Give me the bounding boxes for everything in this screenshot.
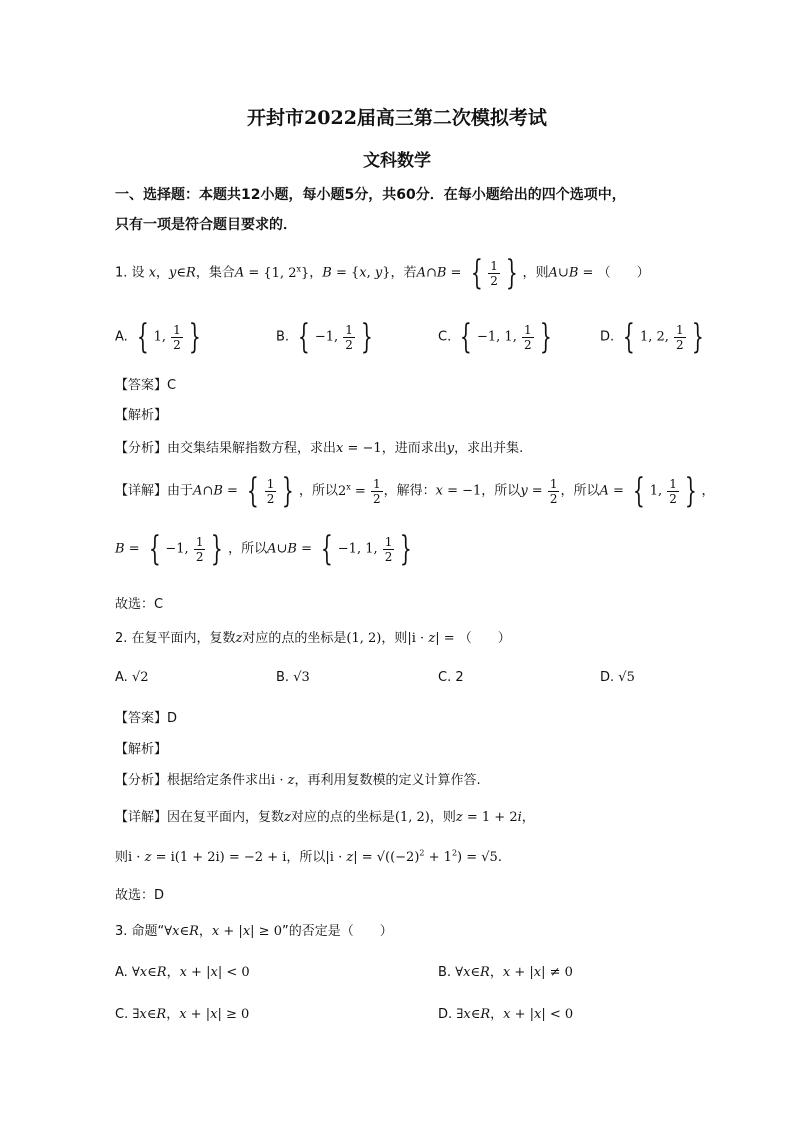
question-1-answer: 【答案】C: [115, 378, 177, 393]
question-2-stem: 2. 在复平面内，复数z对应的点的坐标是(1, 2)，则|i · z| = （ ）: [115, 631, 511, 646]
question-1-stem: 1. 设 x，y∈R，集合A = {1, 2$^x$}，B = {x, y}，若A∩B = { $\frac{1}{2}$ } ，则A∪B = （ ）: [115, 253, 650, 293]
question-2-detail-line2: 则i · z = i(1 + 2i) = −2 + i，所以$|i \cdot z| = √((-2)^2 + 1^2) = √5$.: [115, 848, 502, 865]
question-3-option-c: C. ∃x∈R，x + |x| ≥ 0: [115, 1007, 250, 1022]
question-1-option-a: A. { 1, $\frac{1}{2}$ }: [115, 317, 201, 357]
question-2-analysis-label: 【解析】: [115, 742, 168, 757]
question-3-option-a: A. ∀x∈R，x + |x| < 0: [115, 965, 250, 980]
question-1-option-d: D. { 1, 2, $\frac{1}{2}$ }: [600, 317, 704, 357]
question-1-detail-line1: 【详解】由于A∩B = { $\frac{1}{2}$ } ，所以$2^x$ = $\frac{1}{2}$ ，解得：x = −1，所以y = $\frac{1}{2}$ ，所以A = { 1, $\frac{1}{2}$ } ，: [115, 471, 715, 511]
question-2-option-c: C. 2: [438, 670, 464, 685]
question-2-option-a: A. √2: [115, 670, 149, 685]
question-1-analysis-label: 【解析】: [115, 408, 168, 423]
question-1-fenxi: 【分析】由交集结果解指数方程，求出x = −1，进而求出y，求出并集.: [115, 441, 524, 456]
question-1-final: 故选：C: [115, 597, 164, 612]
question-1-option-c: C. { −1, 1, $\frac{1}{2}$ }: [438, 317, 552, 357]
question-2-final: 故选：D: [115, 888, 165, 903]
question-2-detail-line1: 【详解】因在复平面内，复数z对应的点的坐标是(1, 2)，则z = 1 + 2i，: [115, 810, 535, 825]
question-2-option-b: B. √3: [276, 670, 310, 685]
question-3-option-d: D. ∃x∈R，x + |x| < 0: [438, 1007, 574, 1022]
question-2-option-d: D. √5: [600, 670, 635, 685]
page-subtitle: 文科数学: [363, 151, 431, 171]
section-heading-line2: 只有一项是符合题目要求的．: [115, 217, 297, 233]
question-3-stem: 3. 命题“∀x∈R，x + |x| ≥ 0”的否定是（ ）: [115, 924, 393, 939]
section-heading-line1: 一、选择题：本题共12小题，每小题5分，共60分．在每小题给出的四个选项中，: [115, 187, 626, 203]
question-3-option-b: B. ∀x∈R，x + |x| ≠ 0: [438, 965, 573, 980]
question-1-option-b: B. { −1, $\frac{1}{2}$ }: [276, 317, 373, 357]
page-title: 开封市2022届高三第二次模拟考试: [247, 107, 547, 129]
question-2-answer: 【答案】D: [115, 711, 178, 726]
question-2-fenxi: 【分析】根据给定条件求出i · z，再利用复数模的定义计算作答.: [115, 773, 481, 788]
question-1-detail-line2: B = { −1, $\frac{1}{2}$ } ，所以A∪B = { −1, 1, $\frac{1}{2}$ }: [115, 529, 413, 569]
